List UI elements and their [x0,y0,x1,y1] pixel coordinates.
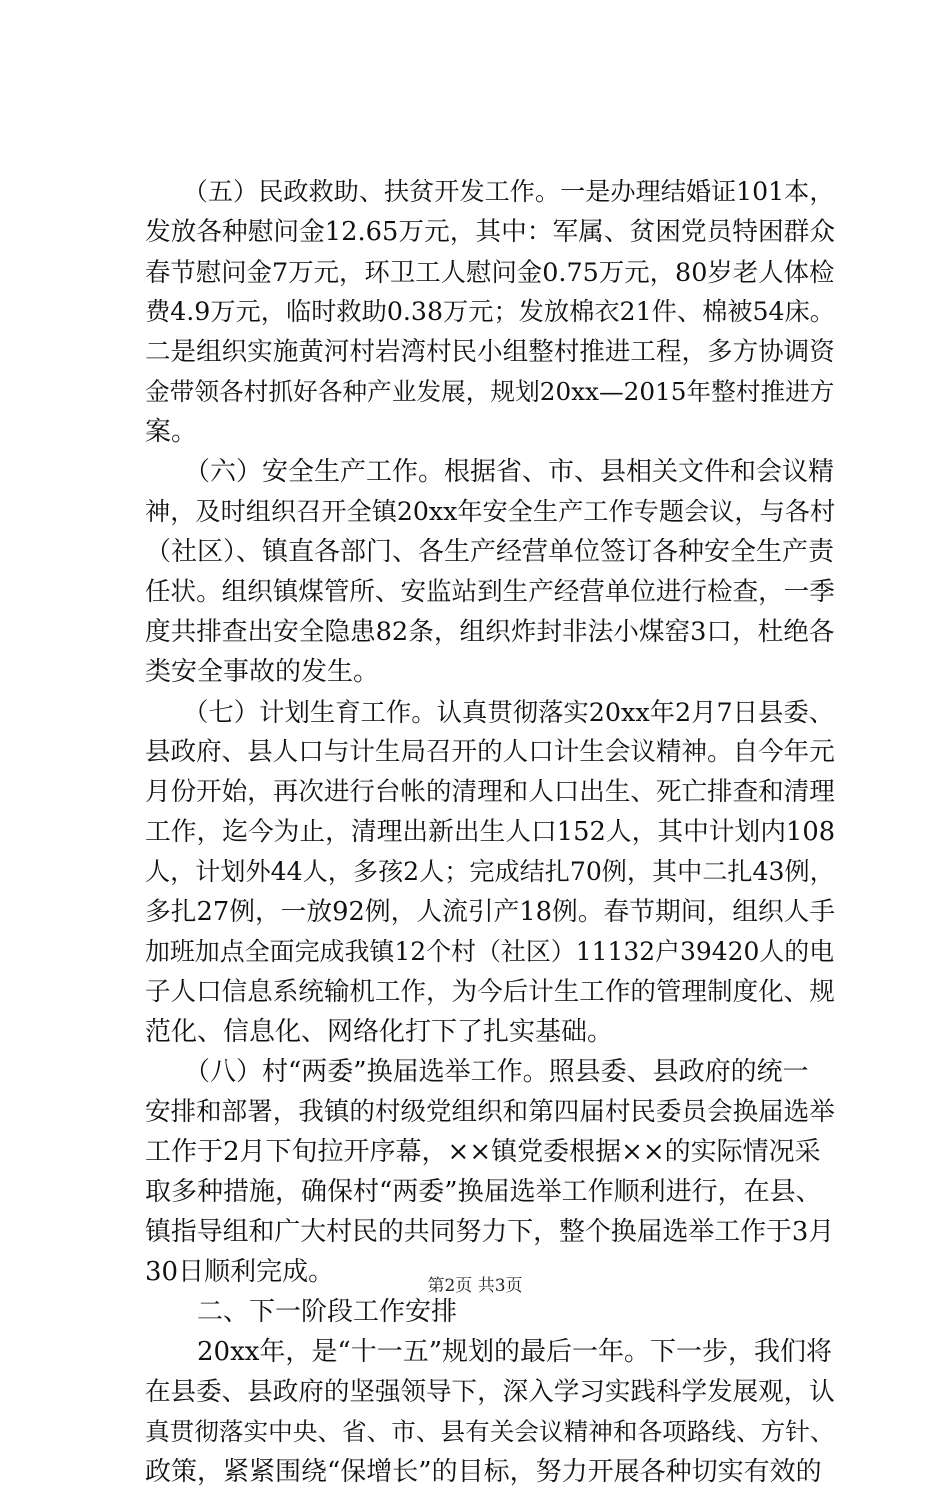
text-line: （六）安全生产工作。根据省、市、县相关文件和会议精 [145,457,835,487]
text-line: 真贯彻落实中央、省、市、县有关会议精神和各项路线、方针、 [145,1417,835,1446]
text-line: （五）民政救助、扶贫开发工作。一是办理结婚证101本， [145,177,835,206]
text-line: 费4.9万元，临时救助0.38万元；发放棉衣21件、棉被54床。 [145,297,836,326]
text-line: 子人口信息系统输机工作，为今后计生工作的管理制度化、规 [145,977,835,1007]
text-line: 月份开始，再次进行台帐的清理和人口出生、死亡排查和清理 [145,777,835,807]
text-line: 二是组织实施黄河村岩湾村民小组整村推进工程，多方协调资 [145,337,835,367]
text-line: 类安全事故的发生。 [145,657,380,687]
text-line: （七）计划生育工作。认真贯彻落实20xx年2月7日县委、 [145,697,835,727]
text-line: 神，及时组织召开全镇20xx年安全生产工作专题会议，与各村 [145,497,836,526]
text-line: 县政府、县人口与计生局召开的人口计生会议精神。自今年元 [145,737,835,767]
text-line: 30日顺利完成。 [145,1257,335,1287]
text-line: 加班加点全面完成我镇12个村（社区）11132户39420人的电 [145,937,835,966]
text-line: 范化、信息化、网络化打下了扎实基础。 [145,1017,614,1047]
text-line: 政策，紧紧围绕“保增长”的目标，努力开展各种切实有效的 [145,1457,822,1487]
text-line: 工作，迄今为止，清理出新出生人口152人，其中计划内108 [145,817,836,847]
text-line: 案。 [145,417,198,447]
text-line: 发放各种慰问金12.65万元，其中：军属、贫困党员特困群众 [145,217,836,247]
text-line: 人，计划外44人，多孩2人；完成结扎70例，其中二扎43例， [145,857,835,886]
text-line: （八）村“两委”换届选举工作。照县委、县政府的统一 [145,1057,809,1087]
text-line: 任状。组织镇煤管所、安监站到生产经营单位进行检查，一季 [145,577,835,607]
text-line: 工作于2月下旬拉开序幕，××镇党委根据××的实际情况采 [145,1137,821,1167]
text-line: 镇指导组和广大村民的共同努力下，整个换届选举工作于3月 [145,1217,835,1247]
text-line: 春节慰问金7万元，环卫工人慰问金0.75万元，80岁老人体检 [145,257,835,287]
page-number-footer: 第2页 共3页 [427,1276,523,1296]
text-line: 金带领各村抓好各种产业发展，规划20xx—2015年整村推进方 [145,377,835,406]
text-line: 度共排查出安全隐患82条，组织炸封非法小煤窑3口，杜绝各 [145,617,835,647]
text-line: 20xx年，是“十一五”规划的最后一年。下一步，我们将 [145,1337,832,1367]
section-heading: 二、下一阶段工作安排 [145,1297,458,1327]
text-line: （社区）、镇直各部门、各生产经营单位签订各种安全生产责 [145,537,835,567]
text-line: 在县委、县政府的坚强领导下，深入学习实践科学发展观，认 [145,1377,835,1407]
text-line: 多扎27例，一放92例，人流引产18例。春节期间，组织人手 [145,897,836,927]
text-line: 安排和部署，我镇的村级党组织和第四届村民委员会换届选举 [145,1097,835,1127]
text-line: 取多种措施，确保村“两委”换届选举工作顺利进行，在县、 [145,1177,822,1207]
